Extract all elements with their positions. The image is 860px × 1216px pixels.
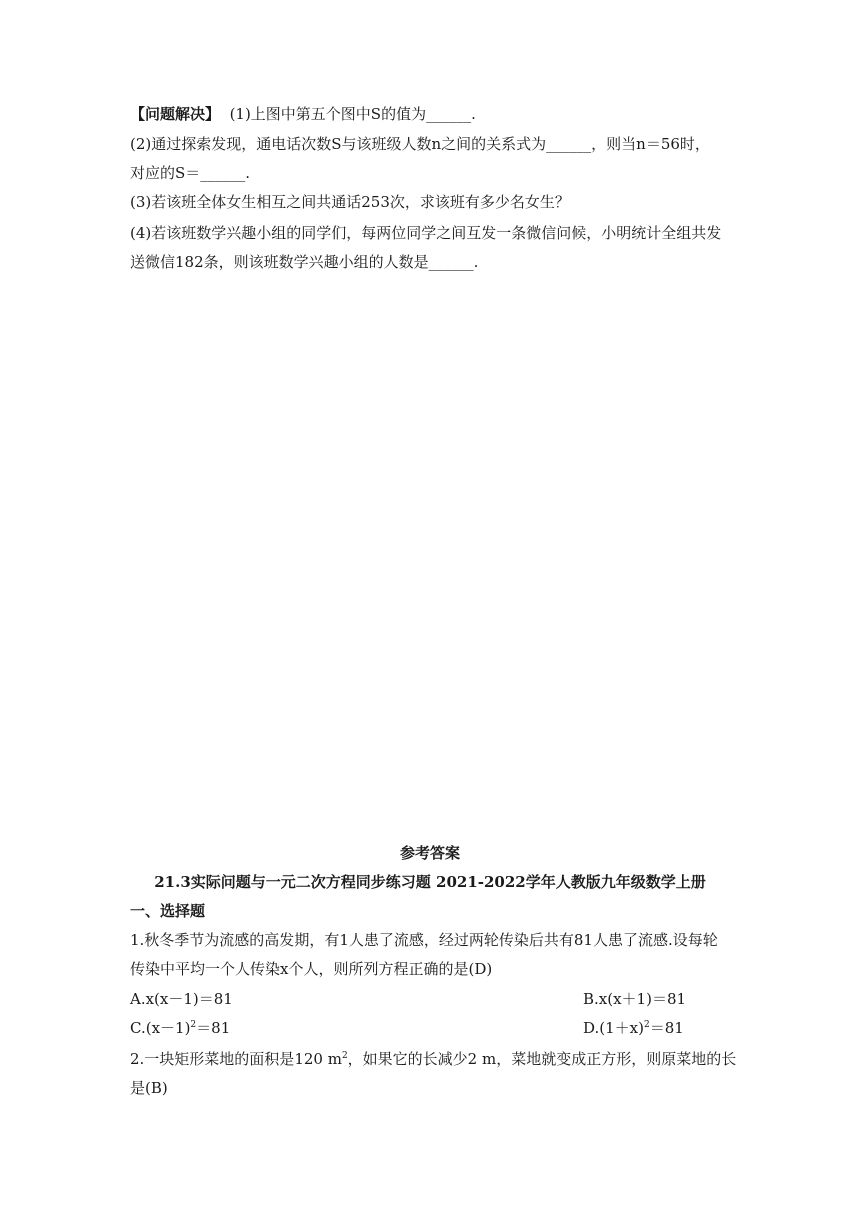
question-3: (3)若该班全体女生相互之间共通话253次，求该班有多少名女生？ [130, 193, 570, 211]
item-1-line-2: 传染中平均一个人传染x个人，则所列方程正确的是(D) [130, 960, 493, 978]
item-2-line-2: 是(B) [130, 1079, 168, 1097]
item-1-option-c: $C.(x-1)^2=81$ [130, 1019, 231, 1037]
question-4-line-2: 送微信182条，则该班数学兴趣小组的人数是______. [130, 253, 479, 271]
question-4-line-1: (4)若该班数学兴趣小组的同学们，每两位同学之间互发一条微信问候，小明统计全组共发 [130, 224, 722, 242]
problem-solving-heading: 【问题解决】 [130, 105, 221, 123]
item-1-option-b: B.x(x＋1)＝81 [583, 990, 687, 1008]
answers-title: 参考答案 [399, 844, 460, 862]
item-2-line-1: 2.一块矩形菜地的面积是120 $m^2$，如果它的长减少2 m，菜地就变成正方形，则原菜地的长 [130, 1050, 737, 1068]
item-1-option-a: A.x(x－1)＝81 [130, 990, 233, 1008]
item-1-line-1: 1.秋冬季节为流感的高发期，有1人患了流感，经过两轮传染后共有81人患了流感.设每轮 [130, 931, 718, 949]
question-2-line-2: 对应的S＝______. [130, 164, 251, 182]
question-2-line-1: (2)通过探索发现，通电话次数S与该班级人数n之间的关系式为______，则当n＝56时， [130, 135, 710, 153]
question-1: (1)上图中第五个图中S的值为______. [229, 105, 476, 123]
item-1-option-d: $D.(1+x)^2=81$ [583, 1019, 684, 1037]
question-1-line [130, 104, 476, 124]
answers-subtitle: 21.3实际问题与一元二次方程同步练习题 2021-2022学年人教版九年级数学上册 [154, 873, 706, 891]
section-multiple-choice: 一、选择题 [130, 902, 206, 920]
